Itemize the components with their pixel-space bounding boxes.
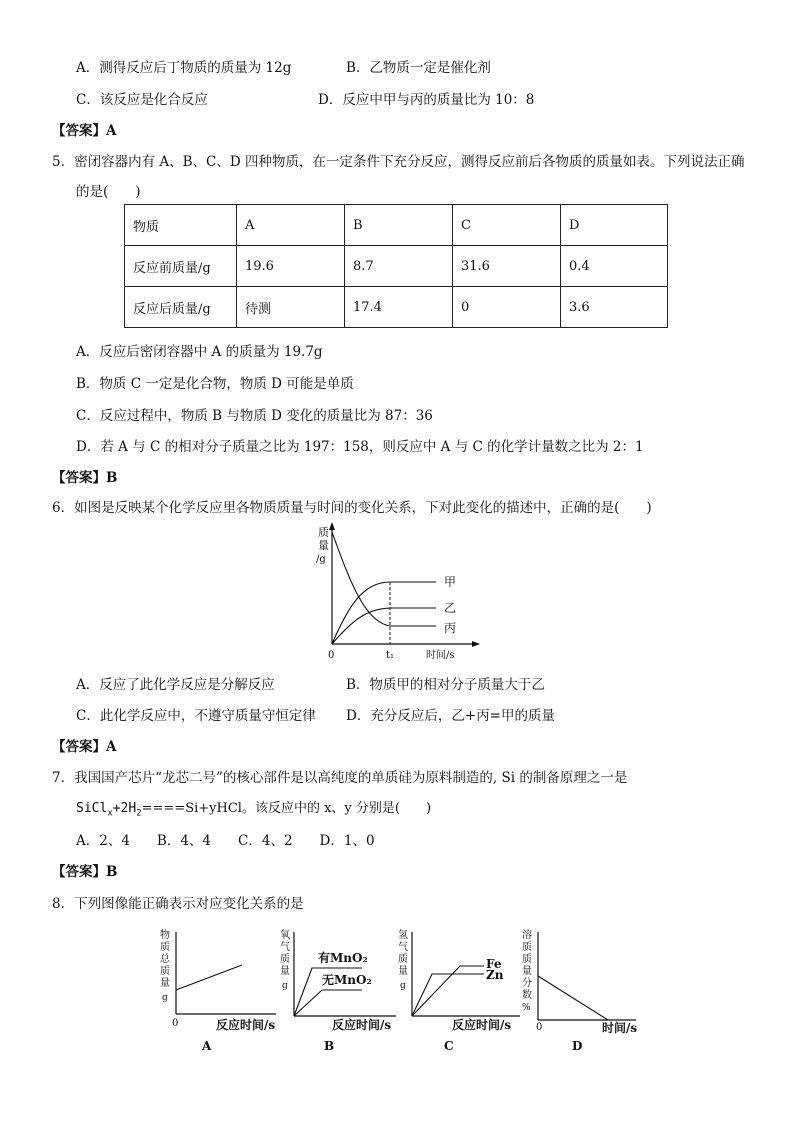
q8d-ylabel: 溶 xyxy=(522,930,532,941)
q6-option-a: A．反应了此化学反应是分解反应 xyxy=(76,677,275,693)
q7-options: A．2、4 B．4、4 C．4、2 D．1、0 xyxy=(76,833,375,849)
q6-option-c: C．此化学反应中，不遵守质量守恒定律 xyxy=(76,708,316,724)
q7-formula-sub: 2 xyxy=(136,808,142,819)
q5-mass-table xyxy=(124,204,668,328)
q7-answer: 【答案】B xyxy=(52,864,118,880)
q8a-ylabel: 量 xyxy=(160,978,170,989)
q8c-line-zn xyxy=(412,974,484,1016)
q4-option-b: B．乙物质一定是催化剂 xyxy=(346,60,491,76)
q8a-ylabel: 物 xyxy=(160,930,170,941)
q4-option-a: A．测得反应后丁物质的质量为 12g xyxy=(76,60,292,76)
q4-option-d: D．反应中甲与丙的质量比为 10：8 xyxy=(318,92,535,108)
q6-graph xyxy=(310,522,480,662)
table-cell: 3.6 xyxy=(561,287,668,328)
q8d-origin: 0 xyxy=(536,1022,543,1033)
q8-graph-c xyxy=(396,926,522,1056)
table-header-cell: A xyxy=(237,205,345,246)
q8a-xlabel: 反应时间/s xyxy=(216,1018,276,1032)
q8b-line-without-mno2 xyxy=(294,990,362,1016)
q6-series-jia: 甲 xyxy=(444,575,457,589)
q7-formula-part: ====Si+yHCl。该反应中的 x、y 分别是( ) xyxy=(141,801,432,816)
q8a-ylabel: 总 xyxy=(160,954,170,965)
q8c-ylabel: 气 xyxy=(398,942,408,953)
q8a-ylabel: g xyxy=(162,993,168,1003)
q6-answer: 【答案】A xyxy=(52,739,117,755)
table-header-cell: C xyxy=(453,205,561,246)
q8-stem: 8．下列图像能正确表示对应变化关系的是 xyxy=(52,896,304,912)
q5-stem-line2: 的是( ) xyxy=(76,184,141,200)
q8d-ylabel: % xyxy=(522,1003,531,1013)
q8c-ylabel: 氢 xyxy=(398,930,408,941)
q8b-ylabel: 氧 xyxy=(280,930,290,941)
q5-stem-line1: 5．密闭容器内有 A、B、C、D 四种物质，在一定条件下充分反应，测得反应前后各物质的质量如表。下列说法正确 xyxy=(52,154,745,170)
q8b-series-1: 有MnO₂ xyxy=(318,951,368,965)
q8b-ylabel: 气 xyxy=(280,942,290,953)
q8c-ylabel: g xyxy=(400,981,406,991)
q6-curve-jia xyxy=(332,582,436,644)
q6-option-d: D．充分反应后，乙+丙=甲的质量 xyxy=(346,708,555,724)
table-header-row xyxy=(125,205,668,246)
table-cell: 19.6 xyxy=(237,246,345,287)
q8-graph-a xyxy=(158,926,280,1056)
table-cell: 反应前质量/g xyxy=(125,246,237,287)
q7-formula-part: +2H xyxy=(112,801,137,816)
q8b-series-2: 无MnO₂ xyxy=(322,973,372,987)
q8d-line xyxy=(538,976,608,1020)
q8a-ylabel: 质 xyxy=(160,966,170,977)
q6-stem: 6．如图是反映某个化学反应里各物质质量与时间的变化关系，下对此变化的描述中，正确的是( ) xyxy=(52,500,652,516)
table-header-cell: B xyxy=(345,205,453,246)
q8-graph-b xyxy=(278,926,398,1056)
q5-option-b: B．物质 C 一定是化合物，物质 D 可能是单质 xyxy=(76,376,354,392)
table-row xyxy=(125,287,668,328)
q8-graph-d xyxy=(520,926,640,1056)
q4-answer: 【答案】A xyxy=(52,123,117,139)
table-header-cell: D xyxy=(561,205,668,246)
table-cell: 反应后质量/g xyxy=(125,287,237,328)
table-cell: 17.4 xyxy=(345,287,453,328)
q8d-letter: D xyxy=(572,1039,583,1053)
table-cell: 待测 xyxy=(237,287,345,328)
q8c-series-zn: Zn xyxy=(486,968,504,982)
q8d-ylabel: 质 xyxy=(522,954,532,965)
q4-option-c: C．该反应是化合反应 xyxy=(76,92,208,108)
q8d-xlabel: 时间/s xyxy=(602,1021,638,1035)
q6-series-bing: 丙 xyxy=(444,621,457,635)
q8d-ylabel: 分 xyxy=(522,978,532,989)
q7-formula-part: SiCl xyxy=(76,801,108,816)
q6-ylabel-1: 质 xyxy=(318,526,329,539)
q7-formula-line xyxy=(76,797,431,819)
q8d-ylabel: 量 xyxy=(522,966,532,977)
q6-series-yi: 乙 xyxy=(444,601,457,615)
q5-option-c: C．反应过程中，物质 B 与物质 D 变化的质量比为 87：36 xyxy=(76,408,433,424)
q7-formula-sub: x xyxy=(107,808,113,819)
q7-stem-line1: 7．我国国产芯片“龙芯二号”的核心部件是以高纯度的单质硅为原料制造的, Si 的制备原理之一是 xyxy=(52,770,628,786)
table-cell: 8.7 xyxy=(345,246,453,287)
q5-option-d: D．若 A 与 C 的相对分子质量之比为 197：158，则反应中 A 与 C 的化学计量数之比为 2：1 xyxy=(76,439,644,455)
q8c-ylabel: 质 xyxy=(398,954,408,965)
q8c-ylabel: 量 xyxy=(398,966,408,977)
q8d-ylabel: 数 xyxy=(522,990,532,1001)
q8b-letter: B xyxy=(324,1039,335,1053)
q8c-series-fe: Fe xyxy=(486,957,502,971)
q8b-ylabel: 质 xyxy=(280,954,290,965)
q6-ylabel-3: /g xyxy=(316,554,326,565)
table-header-cell: 物质 xyxy=(125,205,237,246)
q8b-ylabel: g xyxy=(282,981,288,991)
table-cell: 31.6 xyxy=(453,246,561,287)
q8b-xlabel: 反应时间/s xyxy=(332,1018,392,1032)
q8c-letter: C xyxy=(444,1039,454,1053)
q8a-line xyxy=(176,965,242,990)
table-row xyxy=(125,246,668,287)
q5-option-a: A．反应后密闭容器中 A 的质量为 19.7g xyxy=(76,344,323,360)
q6-origin: 0 xyxy=(328,650,335,661)
q8b-ylabel: 量 xyxy=(280,966,290,977)
q6-option-b: B．物质甲的相对分子质量大于乙 xyxy=(346,677,545,693)
q8a-ylabel: 质 xyxy=(160,942,170,953)
q6-ylabel-2: 量 xyxy=(318,539,329,552)
table-cell: 0.4 xyxy=(561,246,668,287)
q8c-xlabel: 反应时间/s xyxy=(452,1018,512,1032)
table-cell: 0 xyxy=(453,287,561,328)
q6-xlabel: 时间/s xyxy=(426,650,455,661)
q6-x-arrow-icon xyxy=(472,641,480,647)
q6-t1-label: t₁ xyxy=(386,650,395,661)
q8a-letter: A xyxy=(202,1039,212,1053)
q8a-origin: 0 xyxy=(172,1018,179,1029)
q8d-ylabel: 质 xyxy=(522,942,532,953)
q5-answer: 【答案】B xyxy=(52,470,118,486)
q6-y-arrow-icon xyxy=(329,522,335,530)
